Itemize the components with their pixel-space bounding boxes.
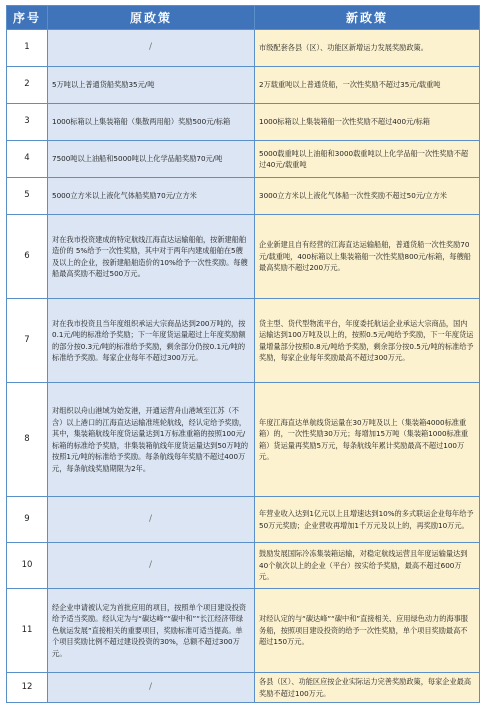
row-number: 2 (7, 67, 48, 104)
table-row (7, 141, 480, 178)
old-policy-cell: / (48, 673, 255, 703)
new-policy-cell: 企业新建且自有经营的江海直达运输船舶，普通货船一次性奖励70元/载重吨，400标箱以上集装箱船一次性奖励800元/标箱，每艘船最高奖励不超过200万元。 (255, 215, 480, 299)
row-number: 3 (7, 104, 48, 141)
old-policy-cell: 1000标箱以上集装箱船（集散两用船）奖励500元/标箱 (48, 104, 255, 141)
old-policy-cell: 5000立方米以上液化气体船奖励70元/立方米 (48, 178, 255, 215)
row-number: 6 (7, 215, 48, 299)
table-row (7, 104, 480, 141)
table-row (7, 673, 480, 703)
new-policy-cell: 3000立方米以上液化气体船一次性奖励不超过50元/立方米 (255, 178, 480, 215)
new-policy-cell: 货主型、货代型物流平台，年度委托航运企业承运大宗商品，国内运输达到100万吨及以上的，按照0.5元/吨给予奖励，下一年度货运量增量部分按照0.8元/吨给予奖励，剩余部分按0.5元/吨的标准给予奖励，每家企业每年奖励最高不超过300万元。 (255, 299, 480, 383)
policy-comparison-table (6, 5, 480, 703)
header-new-policy: 新政策 (255, 6, 480, 30)
new-policy-cell: 年营业收入达到1亿元以上且增速达到10%的多式联运企业每年给予50万元奖励；企业营收再增加1千万元及以上的，再奖励10万元。 (255, 497, 480, 543)
table-row (7, 543, 480, 589)
old-policy-cell: 对在我市投资且当年度组织承运大宗商品达到200万吨的，按0.1元/吨的标准给予奖励；下一年度货运量超过上年度奖励额的部分按0.3元/吨的标准给予奖励，剩余部分仍按0.1元/吨的标准给予奖励。每家企业每年不超过300万元。 (48, 299, 255, 383)
row-number: 5 (7, 178, 48, 215)
table-row (7, 30, 480, 67)
row-number: 4 (7, 141, 48, 178)
new-policy-cell: 2万载重吨以上普通货船，一次性奖励不超过35元/载重吨 (255, 67, 480, 104)
row-number: 1 (7, 30, 48, 67)
row-number: 9 (7, 497, 48, 543)
old-policy-cell: 经企业申请被认定为首批应用的项目，按照单个项目建设投资给予适当奖励。经认定为与“碳达峰”“碳中和”“长江经济带绿色航运发展”直接相关的重要项目，奖励标准可适当提高。单个项目奖励比例不超过建设投资的30%，总额不超过300万元。 (48, 589, 255, 673)
table-row (7, 383, 480, 497)
old-policy-cell: 5万吨以上普通货船奖励35元/吨 (48, 67, 255, 104)
new-policy-cell: 5000载重吨以上油船和3000载重吨以上化学品船一次性奖励不超过40元/载重吨 (255, 141, 480, 178)
row-number: 12 (7, 673, 48, 703)
row-number: 10 (7, 543, 48, 589)
new-policy-cell: 年度江海直达单航线货运量在30万吨及以上（集装箱4000标准重箱）的，一次性奖励30万元；每增加15万吨（集装箱1000标准重箱）货运量再奖励5万元，每条航线年累计奖励最高不超过100万元。 (255, 383, 480, 497)
old-policy-cell: / (48, 497, 255, 543)
table-row (7, 497, 480, 543)
old-policy-cell: 7500吨以上油船和5000吨以上化学品船奖励70元/吨 (48, 141, 255, 178)
old-policy-cell: / (48, 30, 255, 67)
policy-comparison-page (6, 5, 479, 719)
table-row (7, 589, 480, 673)
table-row (7, 215, 480, 299)
row-number: 11 (7, 589, 48, 673)
new-policy-cell: 市级配套各县（区）、功能区新增运力发展奖励政策。 (255, 30, 480, 67)
row-number: 7 (7, 299, 48, 383)
new-policy-cell: 1000标箱以上集装箱船一次性奖励不超过400元/标箱 (255, 104, 480, 141)
new-policy-cell: 各县（区）、功能区应按企业实际运力完善奖励政策，每家企业最高奖励不超过100万元。 (255, 673, 480, 703)
table-row (7, 67, 480, 104)
row-number: 8 (7, 383, 48, 497)
header-old-policy: 原政策 (48, 6, 255, 30)
header-no: 序号 (7, 6, 48, 30)
old-policy-cell: 对组织以舟山港域为始发港，开通运营舟山港域至江苏（不含）以上港口的江海直达运输准班轮航线，经认定给予奖励，其中，集装箱航线年度货运量达到1万标准重箱的按照100元/标箱的标准给予奖励，非集装箱航线年度货运量达到50万吨的按照1元/吨的标准给予奖励。每条航线每年奖励不超过400万元，每条航线奖励期限为2年。 (48, 383, 255, 497)
table-row (7, 178, 480, 215)
new-policy-cell: 鼓励发展国际冷冻集装箱运输，对稳定航线运营且年度运输量达到40个航次以上的企业（平台）按实给予奖励，最高不超过600万元。 (255, 543, 480, 589)
table-row (7, 299, 480, 383)
old-policy-cell: / (48, 543, 255, 589)
table-header-row (7, 6, 480, 30)
new-policy-cell: 对经认定的与“碳达峰”“碳中和”直接相关、应用绿色动力的海事服务船，按照项目建设投资的给予一次性奖励，单个项目奖励最高不超过150万元。 (255, 589, 480, 673)
old-policy-cell: 对在我市投资建成的特定航线江海直达运输船舶，按新建船舶造价的 5%给予一次性奖励，其中对于两年内建成船舶在5艘及以上的企业，按新建船舶造价的10%给予一次性奖励。每艘船最高奖励不超过500万元。 (48, 215, 255, 299)
